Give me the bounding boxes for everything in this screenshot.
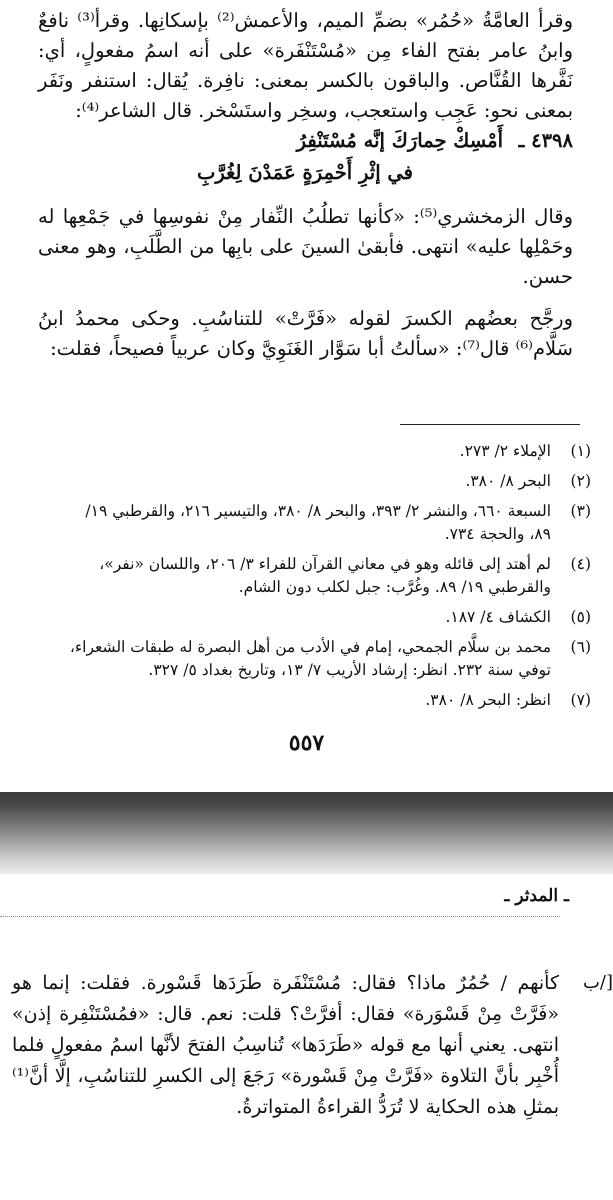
- footnote-number: (٢): [570, 472, 591, 490]
- main-text: [12, 968, 559, 1123]
- footnote-text: محمد بن سلَّام الجمحي، إمام في الأدب من أهل البصرة له طبقات الشعراء، توفي سنة ٢٣٢. انظر: إرشاد الأريب ٧/ ١٣، وتاريخ بغداد ٥/ ٣٢٧.: [69, 638, 551, 679]
- footnote: [60, 440, 591, 463]
- footnote-separator: [400, 424, 580, 425]
- footnote-text: البحر ٨/ ٣٨٠.: [465, 472, 551, 490]
- verse-hemistich-first: أَمْسِكْ حِمارَكَ إنَّه مُسْتَنْفِرُ: [296, 129, 503, 152]
- footnote: [60, 689, 591, 712]
- main-text: [38, 6, 573, 364]
- paragraph: وقال الزمخشري⁽⁵⁾: «كأنها تطلُبُ النِّفار مِنْ نفوسِها في جَمْعِها له وحَمْلِها عليه» انتهى. فأبقىٰ السينَ على بابِها من الطَّلَبِ، وهو معنى حسن.: [38, 205, 573, 288]
- header-rule: [0, 916, 560, 917]
- footnote: [60, 606, 591, 629]
- verse-number: ٤٣٩٨ ـ: [518, 129, 573, 152]
- footnote-number: (٣): [570, 502, 591, 520]
- lower-page: [0, 874, 613, 1200]
- footnote: [60, 636, 591, 682]
- poetry-verse: [38, 126, 573, 190]
- margin-folio-mark: ب/]: [582, 972, 613, 993]
- footnote-number: (١): [570, 442, 591, 460]
- footnote-number: (٧): [570, 691, 591, 709]
- running-header: ـ المدثر ـ: [504, 886, 569, 906]
- paragraph: ورجَّح بعضُهم الكسرَ لقوله «فَرَّتْ» للتناسُبِ. وحكى محمدُ ابنُ سَلَّام⁽⁶⁾ قال⁽⁷⁾: «سألتُ أبا سَوَّار الغَنَوِيَّ وكان عربياً فصيحاً، فقلت:: [38, 307, 573, 360]
- footnote-number: (٤): [570, 555, 591, 573]
- footnote: [60, 470, 591, 493]
- footnote-number: (٦): [570, 638, 591, 656]
- footnote-text: انظر: البحر ٨/ ٣٨٠.: [425, 691, 551, 709]
- paragraph: كأنهم / حُمُرٌ ماذا؟ فقال: مُسْتَنْفَرة طَرَدَها قَسْورة. فقلت: إنما هو «فَرَّتْ مِنْ قَسْوَرة» فقال: أفرَّتْ؟ قلت: نعم. قال: «فمُسْتَنْفِرة إذن» انتهى. يعني أنها مع قوله «طَرَدَها» تُناسِبُ الفتحَ لأنَّها اسمُ مفعولٍ فلما أُخْبِر بأنَّ التلاوة «فَرَّتْ مِنْ قَسْورة» رَجَعَ إلى الكسرِ للتناسُبِ، إلَّا أنَّ⁽¹⁾ بمثلِ هذه الحكاية لا تُرَدُّ القراءةُ المتواترةُ.: [12, 972, 559, 1118]
- page-number: ٥٥٧: [288, 730, 325, 756]
- footnote-text: الكشاف ٤/ ١٨٧.: [445, 608, 551, 626]
- footnote-number: (٥): [570, 608, 591, 626]
- paragraph: وقرأ العامَّةُ «حُمُر» بضمِّ الميم، والأعمش⁽²⁾ بإسكانِها. وقرأ⁽³⁾ نافعٌ وابنُ عامر بفتح الفاء مِن «مُسْتَنْفَرة» على أنه اسمُ مفعولٍ، أي: نَفَّرها القُنَّاص. والباقون بالكسر بمعنى: نافِرة. يُقال: استنفر ونَفَر بمعنى نحو: عَجِب واستعجب، وسخِر واستَسْخر. قال الشاعر⁽⁴⁾:: [38, 9, 573, 122]
- footnote-text: لم أهتد إلى قائله وهو في معاني القرآن للفراء ٣/ ٢٠٦، واللسان «نفر»، والقرطبي ١٩/ ٨٩. وغُرَّب: جبل لكلب دون الشام.: [99, 555, 551, 596]
- page-divider: [0, 792, 613, 874]
- footnote-text: السبعة ٦٦٠، والنشر ٢/ ٣٩٣، والبحر ٨/ ٣٨٠، والتيسير ٢١٦، والقرطبي ١٩/ ٨٩، والحجة ٧٣٤.: [85, 502, 551, 543]
- footnote: [60, 500, 591, 546]
- verse-hemistich-second: في إثْرِ أَحْمِرَةٍ عَمَدْنَ لِغُرَّبِ: [197, 161, 413, 184]
- footnote-text: الإملاء ٢/ ٢٧٣.: [459, 442, 551, 460]
- footnotes: [60, 440, 591, 719]
- footnote: [60, 553, 591, 599]
